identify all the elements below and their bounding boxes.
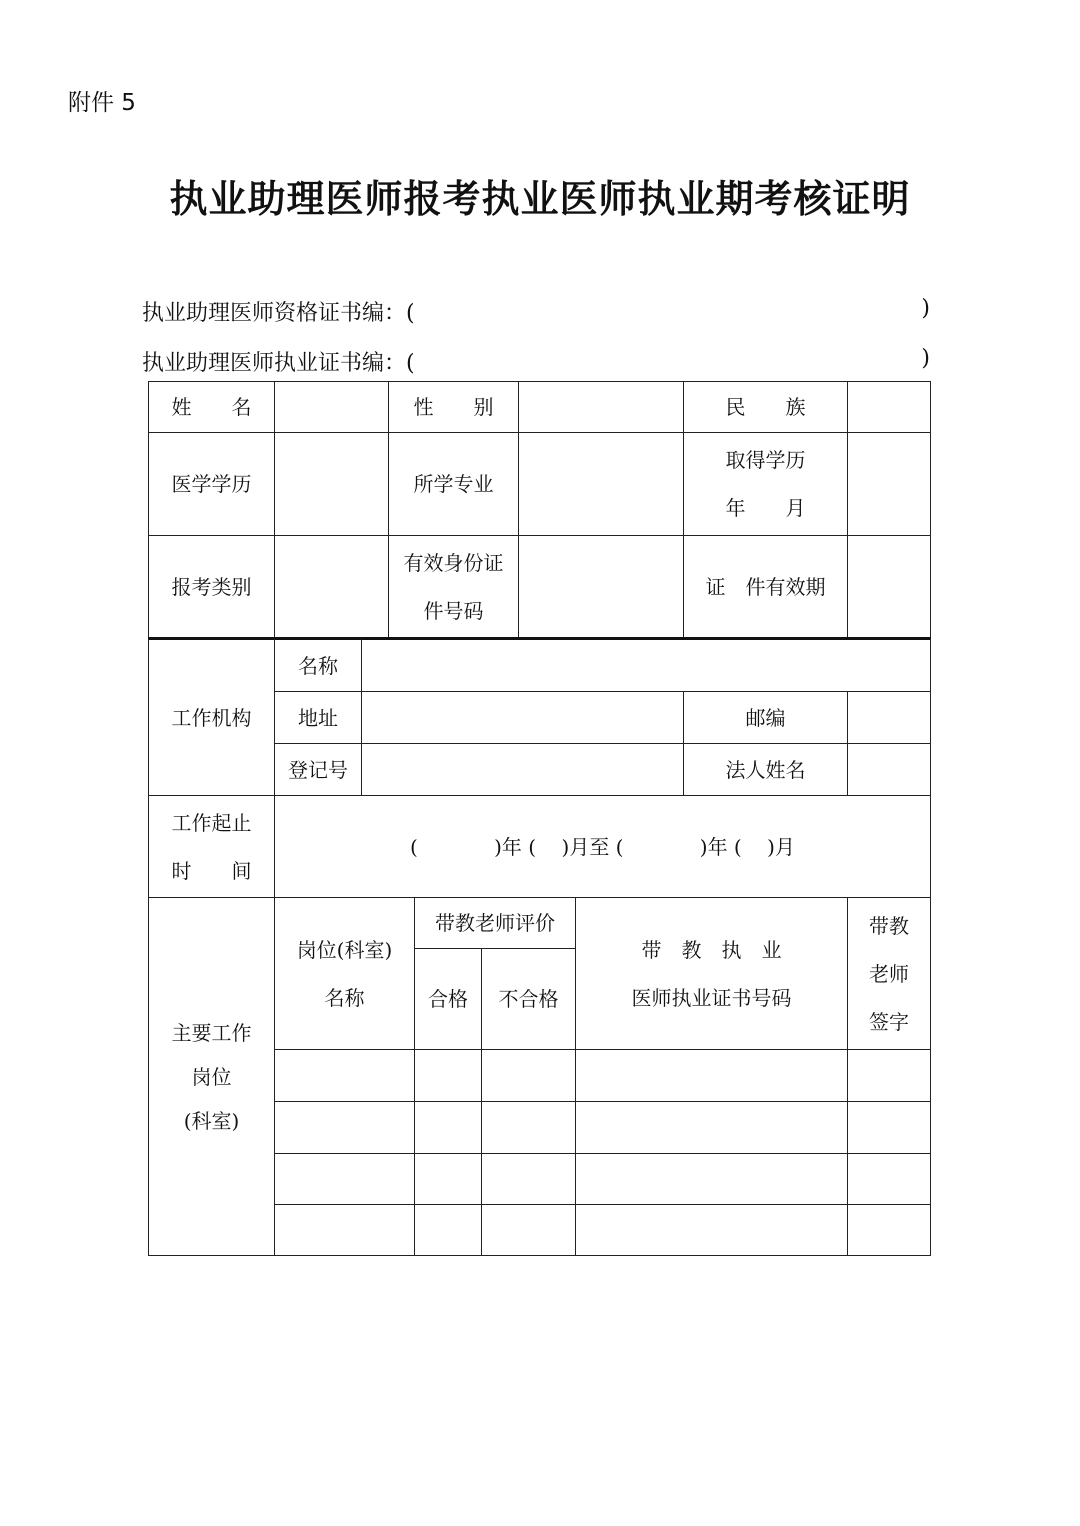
name-field[interactable] [274,381,389,433]
work-org-label: 工作机构 [148,637,275,796]
exam-type-field[interactable] [274,535,389,638]
post-row-2-name[interactable] [274,1101,415,1154]
post-name-header [274,897,415,1050]
id-validity-field[interactable] [847,535,931,638]
teacher-sign-line2: 老师 [869,961,909,986]
post-row-3-pass[interactable] [414,1153,482,1205]
teacher-sign-line3: 签字 [869,1009,909,1034]
teacher-cert-line2: 医师执业证书号码 [631,985,792,1010]
qualification-cert-line [142,296,930,327]
id-validity-label: 证 件有效期 [683,535,848,638]
teacher-cert-line1: 带 教 执 业 [641,937,782,962]
education-label: 医学学历 [148,432,275,536]
post-row-3-cert[interactable] [575,1153,848,1205]
post-row-1-fail[interactable] [481,1049,576,1102]
annex-label: 附件 5 [68,90,136,116]
pass-header: 合格 [414,948,482,1050]
id-number-field[interactable] [518,535,684,638]
id-number-label [388,535,519,638]
work-period-label [148,795,275,898]
post-row-1-sign[interactable] [847,1049,931,1102]
post-row-4-fail[interactable] [481,1204,576,1256]
legal-person-field[interactable] [847,743,931,796]
post-row-4-cert[interactable] [575,1204,848,1256]
assessment-form [148,381,931,1256]
exam-type-label: 报考类别 [148,535,275,638]
qualification-cert-close: ) [921,296,930,321]
work-period-line1: 工作起止 [171,810,252,835]
post-name-line1: 岗位(科室) [296,937,393,962]
gender-field[interactable] [518,381,684,433]
reg-number-field[interactable] [361,743,684,796]
post-row-2-pass[interactable] [414,1101,482,1154]
ethnicity-label: 民 族 [683,381,848,433]
practice-cert-line [142,346,930,377]
post-row-3-sign[interactable] [847,1153,931,1205]
degree-date-field[interactable] [847,432,931,536]
org-name-label: 名称 [274,637,362,692]
post-row-1-pass[interactable] [414,1049,482,1102]
org-address-field[interactable] [361,691,684,744]
document-title: 执业助理医师报考执业医师执业期考核证明 [169,176,911,221]
post-row-1-cert[interactable] [575,1049,848,1102]
degree-date-line2: 年 月 [725,496,806,520]
teacher-sign-header [847,897,931,1050]
main-post-line3: (科室) [183,1108,240,1133]
fail-header: 不合格 [481,948,576,1050]
education-field[interactable] [274,432,389,536]
post-row-3-name[interactable] [274,1153,415,1205]
degree-date-label [683,432,848,536]
org-address-label: 地址 [274,691,362,744]
id-number-line2: 件号码 [423,598,484,623]
post-row-2-sign[interactable] [847,1101,931,1154]
practice-cert-label: 执业助理医师执业证书编：( [142,351,415,376]
postal-code-label: 邮编 [683,691,848,744]
work-period-field[interactable]: ( )年 ( )月至 ( )年 ( )月 [274,795,931,898]
teacher-eval-header: 带教老师评价 [414,897,576,949]
reg-number-label: 登记号 [274,743,362,796]
qualification-cert-label: 执业助理医师资格证书编：( [142,301,415,326]
main-post-line1: 主要工作 [171,1020,252,1045]
post-row-4-sign[interactable] [847,1204,931,1256]
postal-code-field[interactable] [847,691,931,744]
post-row-3-fail[interactable] [481,1153,576,1205]
post-row-1-name[interactable] [274,1049,415,1102]
post-row-2-fail[interactable] [481,1101,576,1154]
ethnicity-field[interactable] [847,381,931,433]
main-post-line2: 岗位 [191,1064,232,1089]
post-name-line2: 名称 [324,985,365,1010]
org-name-field[interactable] [361,637,931,692]
work-period-line2: 时 间 [171,858,252,883]
id-number-line1: 有效身份证 [403,550,504,575]
post-row-4-name[interactable] [274,1204,415,1256]
practice-cert-close: ) [921,346,930,371]
major-label: 所学专业 [388,432,519,536]
name-label: 姓 名 [148,381,275,433]
post-row-2-cert[interactable] [575,1101,848,1154]
teacher-sign-line1: 带教 [869,913,909,938]
degree-date-line1: 取得学历 [725,448,806,472]
gender-label: 性 别 [388,381,519,433]
teacher-cert-header [575,897,848,1050]
post-row-4-pass[interactable] [414,1204,482,1256]
major-field[interactable] [518,432,684,536]
legal-person-label: 法人姓名 [683,743,848,796]
main-post-label [148,897,275,1256]
